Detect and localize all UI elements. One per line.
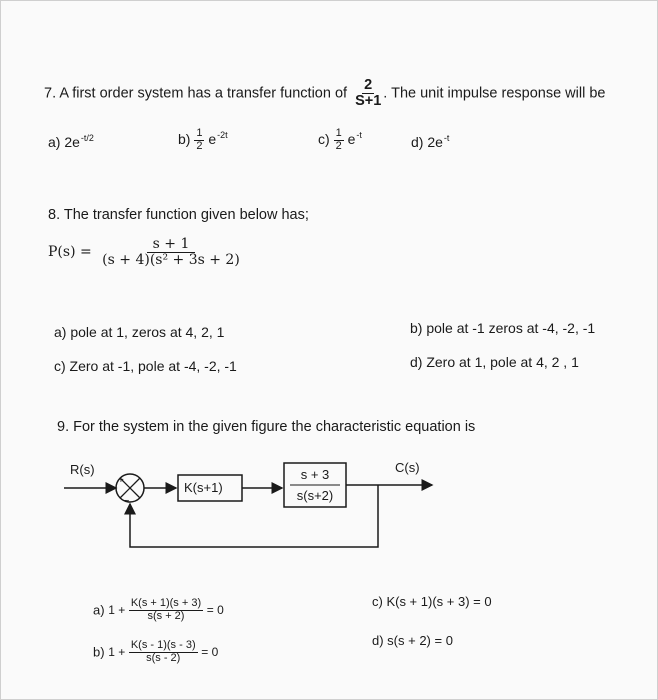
option-suffix: = 0 <box>201 645 219 660</box>
option-base: e <box>208 130 217 147</box>
q8-option-b: b) pole at -1 zeros at -4, -2, -1 <box>410 320 596 336</box>
q9-option-a <box>93 598 224 622</box>
option-base: 2e <box>64 134 80 150</box>
option-label: d) <box>411 134 424 150</box>
q8-lhs: P(s) = <box>48 244 92 261</box>
option-suffix: = 0 <box>206 603 224 618</box>
option-exponent: -2t <box>217 129 228 140</box>
minus-sign: − <box>123 495 130 507</box>
option-base: e <box>347 130 356 147</box>
option-fraction: $\frac{1}{2}$ <box>196 127 203 152</box>
option-base: 2e <box>427 134 443 150</box>
option-prefix: 1 + <box>108 645 126 660</box>
option-label: a) <box>93 602 105 618</box>
q8-option-c: c) Zero at -1, pole at -4, -2, -1 <box>54 358 237 374</box>
option-label: a) <box>48 134 61 150</box>
q7-tf-numerator: 2 <box>364 77 373 93</box>
q8-numerator: s + 1 <box>147 237 196 253</box>
plus-sign: + <box>118 475 124 486</box>
q9-option-c: c) K(s + 1)(s + 3) = 0 <box>372 594 492 609</box>
q7-text-before: A first order system has a transfer function of <box>59 85 348 102</box>
block1-label: K(s+1) <box>184 480 223 495</box>
option-exponent: -t/2 <box>80 133 94 143</box>
option-prefix: 1 + <box>108 603 126 618</box>
q8-denominator: (s + 4)(s² + 3s + 2) <box>102 251 240 268</box>
q8-option-a: a) pole at 1, zeros at 4, 2, 1 <box>54 324 225 340</box>
input-label: R(s) <box>70 462 95 477</box>
option-fraction: $\frac{1}{2}$ <box>335 127 342 152</box>
output-label: C(s) <box>395 460 420 475</box>
q8-stem: 8. The transfer function given below has; <box>48 207 309 223</box>
block2-numerator: s + 3 <box>300 467 330 482</box>
q7-text-after: . The unit impulse response will be <box>383 85 606 102</box>
q7-number: 7. <box>44 85 57 102</box>
option-exponent: -t <box>443 133 450 143</box>
q8-option-d: d) Zero at 1, pole at 4, 2 , 1 <box>410 354 579 370</box>
option-exponent: -t <box>356 129 362 140</box>
q9-option-d: d) s(s + 2) = 0 <box>372 633 453 648</box>
option-fraction: $\frac{K(s - 1)(s - 3)}{s(s - 2)}$ <box>130 639 196 664</box>
q9-stem: 9. For the system in the given figure the characteristic equation is <box>57 419 476 435</box>
q9-option-b <box>93 640 218 664</box>
option-label: b) <box>178 130 191 147</box>
option-label: b) <box>93 644 105 660</box>
option-label: c) <box>318 130 330 147</box>
q7-tf-denominator: S+1 <box>355 93 382 110</box>
block2-denominator: s(s+2) <box>296 488 334 503</box>
option-fraction: $\frac{K(s + 1)(s + 3)}{s(s + 2)}$ <box>130 597 202 622</box>
